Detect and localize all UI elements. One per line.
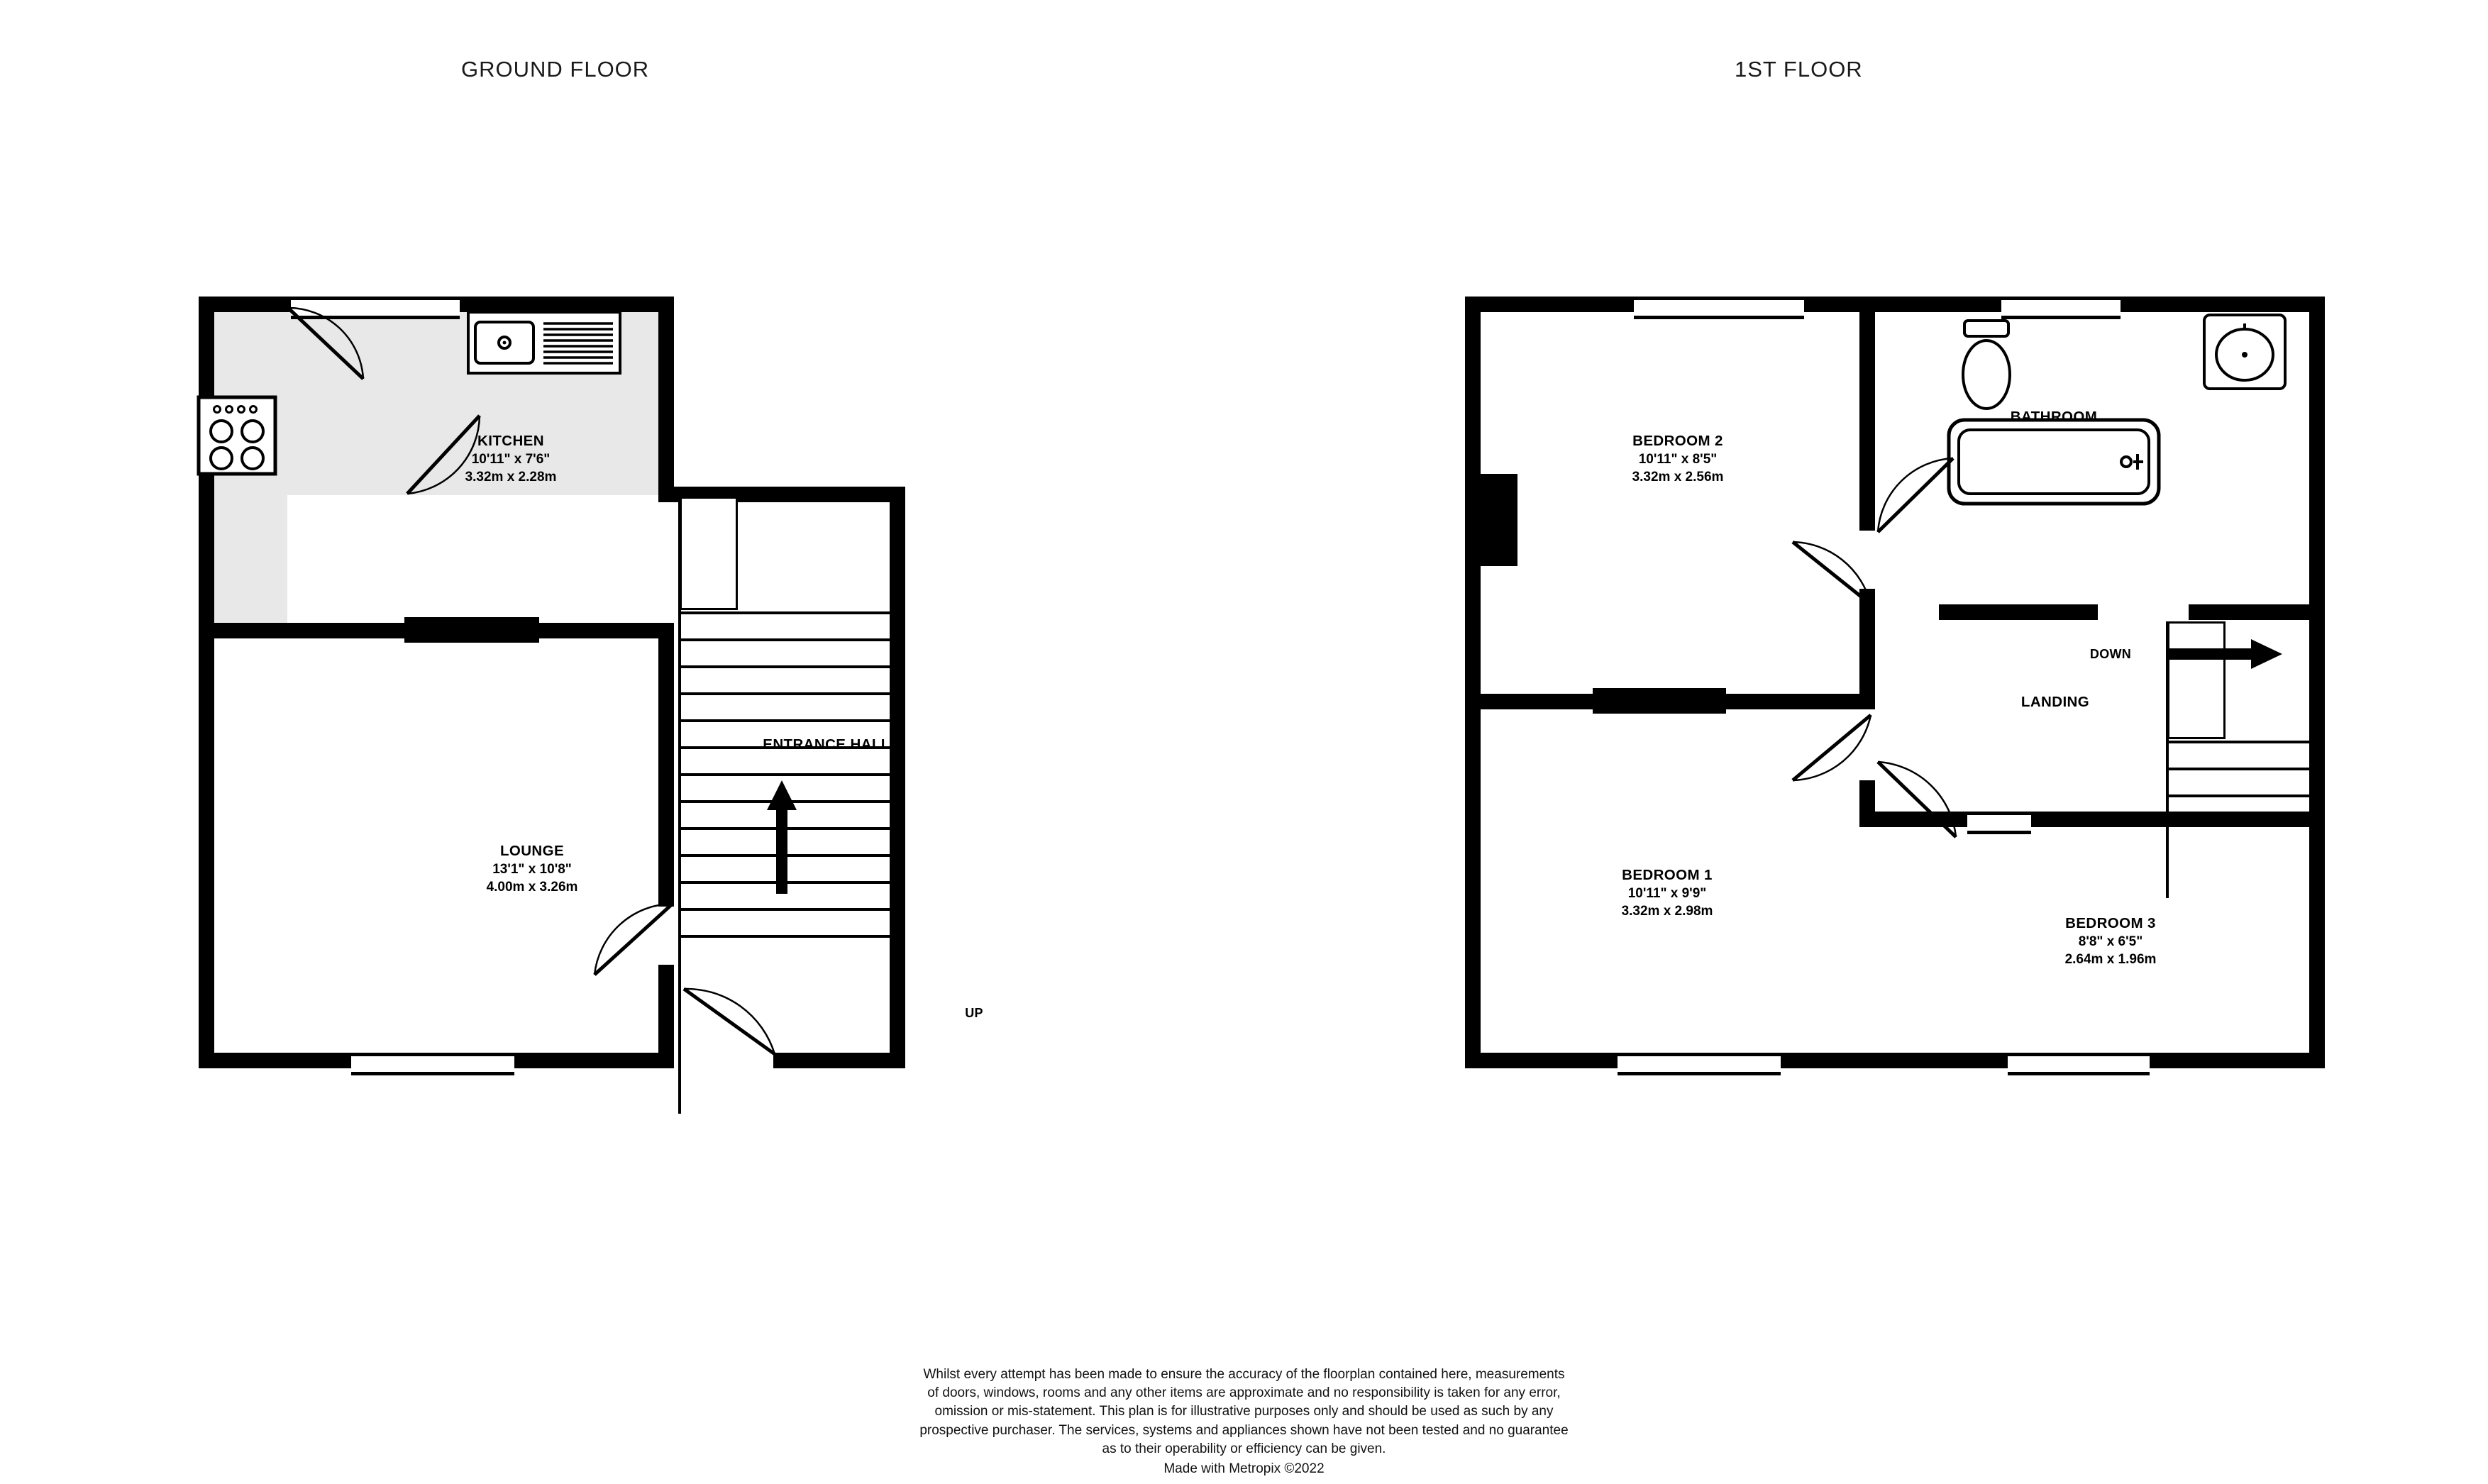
wall-first-top-mid bbox=[1804, 297, 2001, 312]
disclaimer bbox=[0, 1366, 2488, 1478]
door-arc-entrance bbox=[681, 986, 780, 1065]
stair-outline-left bbox=[678, 497, 681, 1114]
landing-label: LANDING bbox=[2020, 694, 2090, 710]
wall-landing-left bbox=[1859, 297, 1875, 531]
window-lounge-bottom bbox=[351, 1053, 514, 1075]
wall-first-right bbox=[2309, 297, 2325, 1068]
bathroom-label: BATHROOM bbox=[2010, 409, 2098, 425]
room-label-bedroom-3 bbox=[1997, 914, 2224, 968]
chimney-breast bbox=[1481, 474, 1517, 566]
stair-tread bbox=[2167, 794, 2325, 797]
stair-tread bbox=[680, 935, 890, 938]
bedroom-2-name: BEDROOM 2 bbox=[1632, 433, 1723, 449]
first-floor-plan bbox=[1451, 284, 2338, 1100]
entrance-hall-label: ENTRANCE HALL bbox=[763, 736, 890, 753]
stair-tread bbox=[680, 665, 890, 668]
disclaimer-line-4: prospective purchaser. The services, systems and appliances shown have not been tested and no guarantee bbox=[919, 1422, 1569, 1438]
hob-icon bbox=[197, 396, 277, 475]
wall-lounge-right bbox=[658, 623, 674, 907]
window-bed3-side bbox=[1967, 812, 2031, 834]
toilet-icon bbox=[1955, 319, 2020, 419]
bath-icon bbox=[1947, 419, 2160, 505]
stair-tread bbox=[2167, 821, 2325, 824]
lounge-name: LOUNGE bbox=[499, 843, 565, 859]
ground-floor-title: GROUND FLOOR bbox=[461, 57, 650, 82]
stair-tread bbox=[680, 611, 890, 614]
disclaimer-line-2: of doors, windows, rooms and any other items are approximate and no responsibility is taken for any error, bbox=[927, 1385, 1561, 1401]
stair-tread bbox=[680, 773, 890, 776]
stair-tread bbox=[680, 908, 890, 911]
sink-icon bbox=[467, 311, 621, 375]
kitchen-dim-metric: 3.32m x 2.28m bbox=[465, 470, 557, 485]
stair-tread bbox=[680, 692, 890, 695]
lounge-dim-metric: 4.00m x 3.26m bbox=[486, 880, 578, 895]
wall-kitchen-top-right bbox=[460, 297, 674, 312]
bedroom-2-dim-imperial: 10'11" x 8'5" bbox=[1638, 452, 1718, 467]
wall-first-bottom-mid bbox=[1781, 1053, 2008, 1068]
disclaimer-line-1: Whilst every attempt has been made to ensure the accuracy of the floorplan contained here, measurements bbox=[923, 1367, 1565, 1382]
first-floor-title: 1ST FLOOR bbox=[1735, 57, 1863, 82]
kitchen-name: KITCHEN bbox=[477, 433, 544, 449]
stair-down-arrow-icon bbox=[2166, 638, 2282, 670]
wall-hall-bottom bbox=[773, 1053, 905, 1068]
wall-lounge-left bbox=[199, 623, 214, 1068]
wall-first-left bbox=[1465, 297, 1481, 1068]
window-bed3-bottom bbox=[2008, 1053, 2150, 1075]
wall-bed3-top-2 bbox=[2031, 812, 2325, 827]
stair-tread bbox=[680, 638, 890, 641]
made-with-metropix: Made with Metropix ©2022 bbox=[1163, 1461, 1325, 1477]
wall-lounge-bottom-left bbox=[199, 1053, 351, 1068]
door-arc-bedroom-1 bbox=[1790, 709, 1876, 794]
stair-up-arrow-icon bbox=[766, 780, 797, 894]
door-arc-bedroom-3 bbox=[1875, 758, 1962, 843]
door-arc-bedroom-2 bbox=[1790, 525, 1876, 609]
window-bathroom-top bbox=[2001, 297, 2121, 319]
bedroom-1-dim-imperial: 10'11" x 9'9" bbox=[1627, 886, 1707, 902]
door-arc-kitchen-side bbox=[284, 305, 376, 390]
window-bed2-top bbox=[1634, 297, 1804, 319]
room-label-bedroom-2 bbox=[1564, 431, 1791, 486]
wall-hall-right bbox=[890, 487, 905, 1068]
stair-tread bbox=[680, 719, 890, 722]
wall-lounge-internal-thick bbox=[404, 617, 539, 643]
wall-bathroom-bottom bbox=[1939, 604, 2098, 620]
disclaimer-line-5: as to their operability or efficiency can be given. bbox=[1102, 1441, 1386, 1456]
wall-bed2-bed1-divider-thick bbox=[1593, 688, 1726, 714]
bedroom-3-dim-metric: 2.64m x 1.96m bbox=[2064, 952, 2157, 968]
ground-floor-plan bbox=[184, 284, 1071, 1100]
wall-bathroom-bottom-2 bbox=[2189, 604, 2325, 620]
stair-up-label: UP bbox=[965, 1006, 983, 1020]
wall-first-bottom-right bbox=[2150, 1053, 2325, 1068]
stair-tread bbox=[2167, 768, 2325, 770]
room-label-lounge bbox=[419, 841, 646, 896]
bedroom-3-dim-imperial: 8'8" x 6'5" bbox=[2078, 934, 2143, 950]
basin-icon bbox=[2203, 314, 2287, 390]
room-label-kitchen bbox=[397, 431, 624, 486]
kitchen-dim-imperial: 10'11" x 7'6" bbox=[471, 452, 551, 467]
wall-lounge-bottom-right bbox=[514, 1053, 674, 1068]
wall-bed2-bed1-divider bbox=[1465, 694, 1593, 709]
room-label-bedroom-1 bbox=[1554, 865, 1781, 920]
lounge-dim-imperial: 13'1" x 10'8" bbox=[492, 862, 572, 877]
wall-first-top-left bbox=[1465, 297, 1634, 312]
wall-first-top-right bbox=[2121, 297, 2325, 312]
window-bed1-bottom bbox=[1618, 1053, 1781, 1075]
bedroom-1-dim-metric: 3.32m x 2.98m bbox=[1621, 904, 1713, 919]
wall-first-bottom-left bbox=[1465, 1053, 1618, 1068]
stair-upper-box bbox=[680, 497, 738, 610]
bedroom-1-name: BEDROOM 1 bbox=[1622, 867, 1713, 883]
door-arc-lounge bbox=[589, 901, 678, 986]
bedroom-3-name: BEDROOM 3 bbox=[2065, 915, 2156, 931]
door-arc-bathroom bbox=[1875, 448, 1959, 535]
wall-kitchen-lounge bbox=[199, 623, 404, 638]
bedroom-2-dim-metric: 3.32m x 2.56m bbox=[1632, 470, 1724, 485]
stair-down-label: DOWN bbox=[2089, 647, 2132, 661]
wall-bed2-bed1-divider-2 bbox=[1726, 694, 1875, 709]
disclaimer-line-3: omission or mis-statement. This plan is for illustrative purposes only and should be used as such by any bbox=[934, 1404, 1554, 1419]
stair-tread bbox=[2167, 741, 2325, 743]
wall-kitchen-lounge-2 bbox=[539, 623, 674, 638]
wall-kitchen-right bbox=[658, 297, 674, 502]
